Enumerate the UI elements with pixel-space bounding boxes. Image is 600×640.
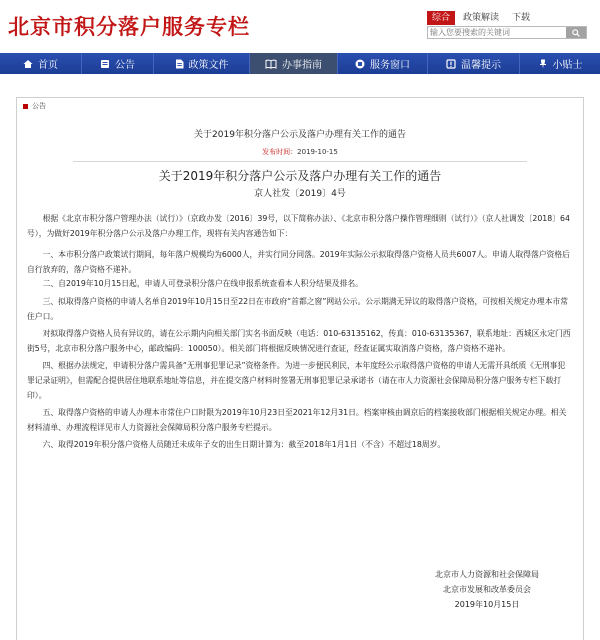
home-icon — [23, 59, 33, 69]
nav-item-label: 公告 — [115, 60, 135, 71]
publish-label: 发布时间： — [262, 148, 298, 156]
site-title[interactable]: 北京市积分落户服务专栏 — [8, 15, 250, 39]
article-paragraph: 三、拟取得落户资格的申请人名单自2019年10月15日至22日在市政府“首都之窗”网站公示。公示期满无异议的取得落户资格，可按相关规定办理本市常住户口。 — [27, 296, 569, 321]
top-link-policy[interactable]: 政策解读 — [463, 13, 500, 23]
search-box — [427, 26, 587, 39]
article-paragraph: 六、取得2019年积分落户资格人员随迁未成年子女的出生日期计算为：截至2018年1月1日（不含）不超过18周岁。 — [42, 440, 446, 450]
search-button[interactable] — [566, 27, 586, 38]
sign-date: 2019年10月15日 — [454, 600, 520, 609]
article-body — [27, 212, 573, 453]
document-number: 京人社发〔2019〕4号 — [254, 189, 346, 199]
article-title: 关于2019年积分落户公示及落户办理有关工作的通告 — [158, 169, 442, 183]
nav-item-label: 首页 — [38, 60, 58, 71]
breadcrumb — [23, 101, 46, 111]
nav-item-tips[interactable] — [428, 53, 520, 74]
guide-icon — [265, 59, 277, 69]
nav-item-home[interactable] — [0, 53, 82, 74]
nav-item-pin-tips[interactable] — [520, 53, 600, 74]
site-header — [0, 0, 600, 52]
article-paragraph: 一、本市积分落户政策试行期间，每年落户规模均为6000人，并实行同分同落。2019年实际公示拟取得落户资格人员共6007人。申请人取得落户资格后自行放弃的，落户资格不递补。 — [27, 250, 570, 274]
divider — [73, 161, 527, 162]
search-icon — [572, 29, 580, 37]
announcement-icon — [100, 59, 110, 69]
search-input[interactable] — [430, 27, 564, 38]
nav-item-label: 温馨提示 — [461, 60, 501, 71]
content-frame — [16, 97, 584, 640]
window-icon — [355, 59, 365, 69]
tips-icon — [446, 59, 456, 69]
article-paragraph: 二、自2019年10月15日起，申请人可登录积分落户在线申报系统查看本人积分结果及排名。 — [42, 279, 363, 289]
breadcrumb-link[interactable]: 公告 — [32, 102, 46, 110]
nav-item-announcement[interactable] — [82, 53, 154, 74]
signer-ndrc: 北京市发展和改革委员会 — [443, 585, 531, 594]
document-icon — [175, 59, 184, 69]
nav-item-guide[interactable] — [250, 53, 338, 74]
top-links — [427, 11, 538, 25]
top-link-general[interactable]: 综合 — [427, 11, 455, 25]
article-paragraph: 对拟取得落户资格人员有异议的，请在公示期内向相关部门实名书面反映（电话：010-63135162，传真：010-63135367，联系地址：西城区永定门西街5号，北京市积分落户服务中心，邮政编码：100050）。相关部门将根据反映情况进行查证，经查证属实取消落户资格，落户资格不递补。 — [27, 329, 571, 353]
publish-date: 2019-10-15 — [297, 148, 338, 156]
article-paragraph: 四、根据办法规定，申请积分落户需具备“无刑事犯罪记录”资格条件。为进一步便民利民，本年度经公示取得落户资格的申请人无需开具纸质《无刑事犯罪记录证明》，但需配合提供居住地联系地址等信息，并在提交落户材料时签署无刑事犯罪记录承诺书（请在市人力资源社会保障局积分落户服务专栏下载打印）。 — [27, 361, 566, 400]
publish-line — [17, 147, 583, 157]
nav-item-policy[interactable] — [154, 53, 250, 74]
nav-item-label: 服务窗口 — [370, 60, 410, 71]
article-paragraph: 五、取得落户资格的申请人办理本市常住户口时限为2019年10月23日至2021年12月31日。档案审核由调京后的档案接收部门根据相关规定办理。相关材料清单、办理流程详见市人力资源社会保障局积分落户服务专栏提示。 — [27, 408, 567, 432]
article-paragraph: 根据《北京市积分落户管理办法（试行）》（京政办发〔2016〕39号，以下简称办法）、《北京市积分落户操作管理细则（试行）》（京人社调发〔2018〕64号），为做好2019年积分落户公示及落户办理工作，现将有关内容通告如下： — [27, 214, 570, 238]
pin-icon — [538, 59, 548, 69]
top-link-download[interactable]: 下载 — [512, 13, 531, 23]
nav-item-label: 办事指南 — [282, 60, 322, 71]
article-header-title: 关于2019年积分落户公示及落户办理有关工作的通告 — [194, 130, 406, 140]
signer-hrss: 北京市人力资源和社会保障局 — [435, 570, 539, 579]
nav-item-label: 小贴士 — [552, 60, 583, 71]
bullet-square-icon — [23, 104, 28, 109]
signature-block — [407, 567, 567, 612]
nav-item-label: 政策文件 — [188, 60, 229, 71]
main-nav — [0, 53, 600, 74]
nav-item-service-window[interactable] — [338, 53, 428, 74]
